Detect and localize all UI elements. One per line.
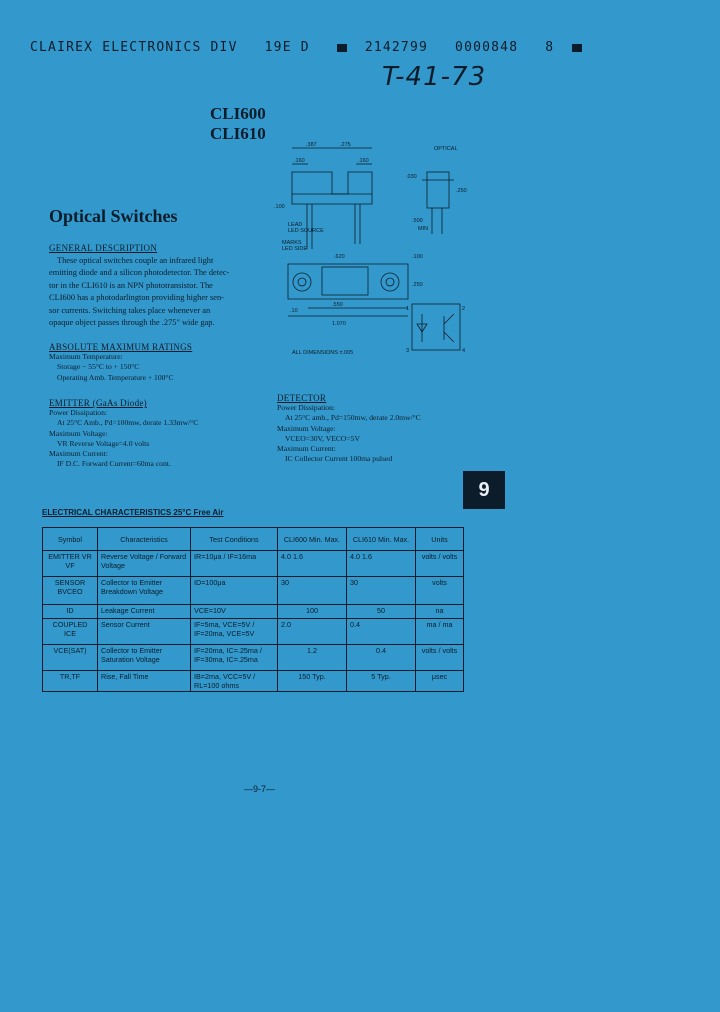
pin-label: 3	[406, 348, 410, 354]
page-header	[30, 40, 600, 55]
block-mark	[337, 44, 347, 52]
section-heading: DETECTOR	[277, 393, 327, 403]
cell-units: μsec	[416, 671, 464, 692]
text-line: Maximum Voltage:	[49, 428, 108, 438]
cell-cond: IF=20ma, IC=.25ma / IF=30ma, IC=.25ma	[191, 645, 278, 671]
page-title: Optical Switches	[49, 206, 178, 226]
section-heading: GENERAL DESCRIPTION	[49, 243, 158, 253]
page-number: —9-7—	[244, 784, 276, 794]
column-header: Characteristics	[98, 528, 191, 551]
cell-char: Leakage Current	[98, 605, 191, 619]
text-line: sor currents. Switching takes place whenever an	[49, 305, 211, 315]
text-line: Maximum Voltage:	[277, 423, 336, 433]
fig-label: LEAD	[288, 222, 303, 228]
cell-cli610: 30	[347, 577, 416, 605]
electrical-table	[42, 527, 464, 692]
emitter-block	[49, 398, 274, 469]
cell-char: Reverse Voltage / Forward Voltage	[98, 551, 191, 577]
pin-label: 2	[462, 306, 466, 312]
text-line: Maximum Current:	[49, 449, 108, 459]
cell-cli600: 2.0	[278, 619, 347, 645]
cell-char: Collector to Emitter Breakdown Voltage	[98, 577, 191, 605]
text-line: Maximum Current:	[277, 444, 336, 454]
fig-label: LED SOURCE	[288, 228, 324, 234]
cell-cli610: 0.4	[347, 619, 416, 645]
text-line: emitting diode and a silicon photodetector. The detec-	[49, 268, 230, 278]
cell-char: Collector to Emitter Saturation Voltage	[98, 645, 191, 671]
model-cli600: CLI600	[210, 104, 266, 123]
cell-cli610: 5 Typ.	[347, 671, 416, 692]
text-line: Power Dissipation:	[49, 408, 108, 418]
outline-drawing	[272, 134, 472, 364]
fig-label: ALL DIMENSIONS ±.005	[292, 350, 354, 356]
pin-label: 4	[462, 348, 466, 354]
cell-symbol: EMITTER VR VF	[43, 551, 98, 577]
pin-label: 1	[406, 306, 410, 312]
cell-cli600: 150 Typ.	[278, 671, 347, 692]
dim-label: .100	[274, 204, 285, 210]
cell-cli600: 30	[278, 577, 347, 605]
text-line: Operating Amb. Temperature + 100°C	[57, 372, 174, 382]
cell-cond: IF=5ma, VCE=5V / IF=20ma, VCE=5V	[191, 619, 278, 645]
text-line: VR Reverse Voltage=4.0 volts	[57, 438, 150, 448]
dim-label: .160	[294, 158, 305, 164]
column-header: Test Conditions	[191, 528, 278, 551]
header-code: 19E D	[264, 40, 310, 55]
dim-label: .275	[340, 142, 351, 148]
company-name: CLAIREX ELECTRONICS DIV	[30, 40, 238, 55]
text-line: These optical switches couple an infrared light	[57, 256, 214, 265]
cell-symbol: SENSOR BVCEO	[43, 577, 98, 605]
column-header: CLI610 Min. Max.	[347, 528, 416, 551]
cell-symbol: TR,TF	[43, 671, 98, 692]
cell-cond: IB=2ma, VCC=5V / RL=100 ohms	[191, 671, 278, 692]
dim-label: .160	[358, 158, 369, 164]
section-badge: 9	[463, 471, 505, 509]
fig-label: MIN	[418, 226, 429, 232]
cell-cli600: 1.2	[278, 645, 347, 671]
model-cli610: CLI610	[210, 124, 266, 143]
dim-label: 1.070	[332, 321, 346, 327]
cell-char: Sensor Current	[98, 619, 191, 645]
cell-cli600: 100	[278, 605, 347, 619]
text-line: IC Collector Current 100ma pulsed	[285, 454, 393, 464]
text-line: Storage − 55°C to + 150°C	[57, 362, 140, 372]
cell-cond: ID=100μa	[191, 577, 278, 605]
text-line: opaque object passes through the .275" wide gap.	[49, 318, 215, 328]
general-description	[49, 243, 267, 329]
cell-units: na	[416, 605, 464, 619]
cell-units: volts / volts	[416, 551, 464, 577]
table-row	[43, 671, 464, 692]
section-heading: ABSOLUTE MAXIMUM RATINGS	[49, 342, 193, 352]
cell-units: volts / volts	[416, 645, 464, 671]
ratings-block	[49, 342, 274, 383]
block-mark	[572, 44, 582, 52]
text-line: CLI600 has a photodarlington providing higher sen-	[49, 293, 224, 303]
dim-label: .10	[290, 308, 298, 314]
column-header: CLI600 Min. Max.	[278, 528, 347, 551]
dim-label: .030	[406, 174, 417, 180]
handwritten-code: T-41-73	[382, 62, 487, 92]
dim-label: .100	[412, 254, 423, 260]
table-row	[43, 619, 464, 645]
cell-cond: VCE=10V	[191, 605, 278, 619]
header-ref1: 2142799	[364, 40, 429, 55]
cell-units: ma / ma	[416, 619, 464, 645]
table-row	[43, 605, 464, 619]
fig-label: LED SIDE	[282, 246, 308, 252]
table-row	[43, 645, 464, 671]
header-ref2: 0000848	[455, 40, 519, 55]
fig-label: MARKS	[282, 240, 302, 246]
detector-block	[277, 393, 467, 464]
cell-symbol: COUPLED ICE	[43, 619, 98, 645]
cell-cli610: 50	[347, 605, 416, 619]
text-line: Maximum Temperature:	[49, 352, 123, 362]
cell-cli610: 0.4	[347, 645, 416, 671]
cell-cli600: 4.0 1.6	[278, 551, 347, 577]
cell-cond: IR=10μa / IF=16ma	[191, 551, 278, 577]
cell-units: volts	[416, 577, 464, 605]
table-caption: ELECTRICAL CHARACTERISTICS 25°C Free Air	[42, 508, 224, 517]
fig-label: OPTICAL	[434, 146, 458, 152]
text-line: Power Dissipation:	[277, 403, 336, 413]
dim-label: .550	[332, 302, 343, 308]
text-line: At 25°C Amb., Pd=100mw, derate 1.33mw/°C	[57, 418, 199, 428]
cell-symbol: VCE(SAT)	[43, 645, 98, 671]
dim-label: .250	[456, 188, 467, 194]
column-header: Units	[416, 528, 464, 551]
dim-label: .500	[412, 218, 423, 224]
text-line: At 25°C amb., Pd=150mw, derate 2.0mw/°C	[285, 413, 421, 423]
text-line: tor in the CLI610 is an NPN phototransistor. The	[49, 280, 213, 290]
cell-char: Rise, Fall Time	[98, 671, 191, 692]
column-header: Symbol	[43, 528, 98, 551]
section-heading: EMITTER (GaAs Diode)	[49, 398, 147, 408]
cell-symbol: ID	[43, 605, 98, 619]
table-row	[43, 551, 464, 577]
text-line: VCEO=30V, VECO=5V	[285, 433, 360, 443]
cell-cli610: 4.0 1.6	[347, 551, 416, 577]
dim-label: .620	[334, 254, 345, 260]
text-line: IF D.C. Forward Current=60ma cont.	[57, 459, 171, 469]
dim-label: .387	[306, 142, 317, 148]
table-row	[43, 577, 464, 605]
dim-label: .250	[412, 282, 423, 288]
header-ref3: 8	[545, 40, 555, 55]
